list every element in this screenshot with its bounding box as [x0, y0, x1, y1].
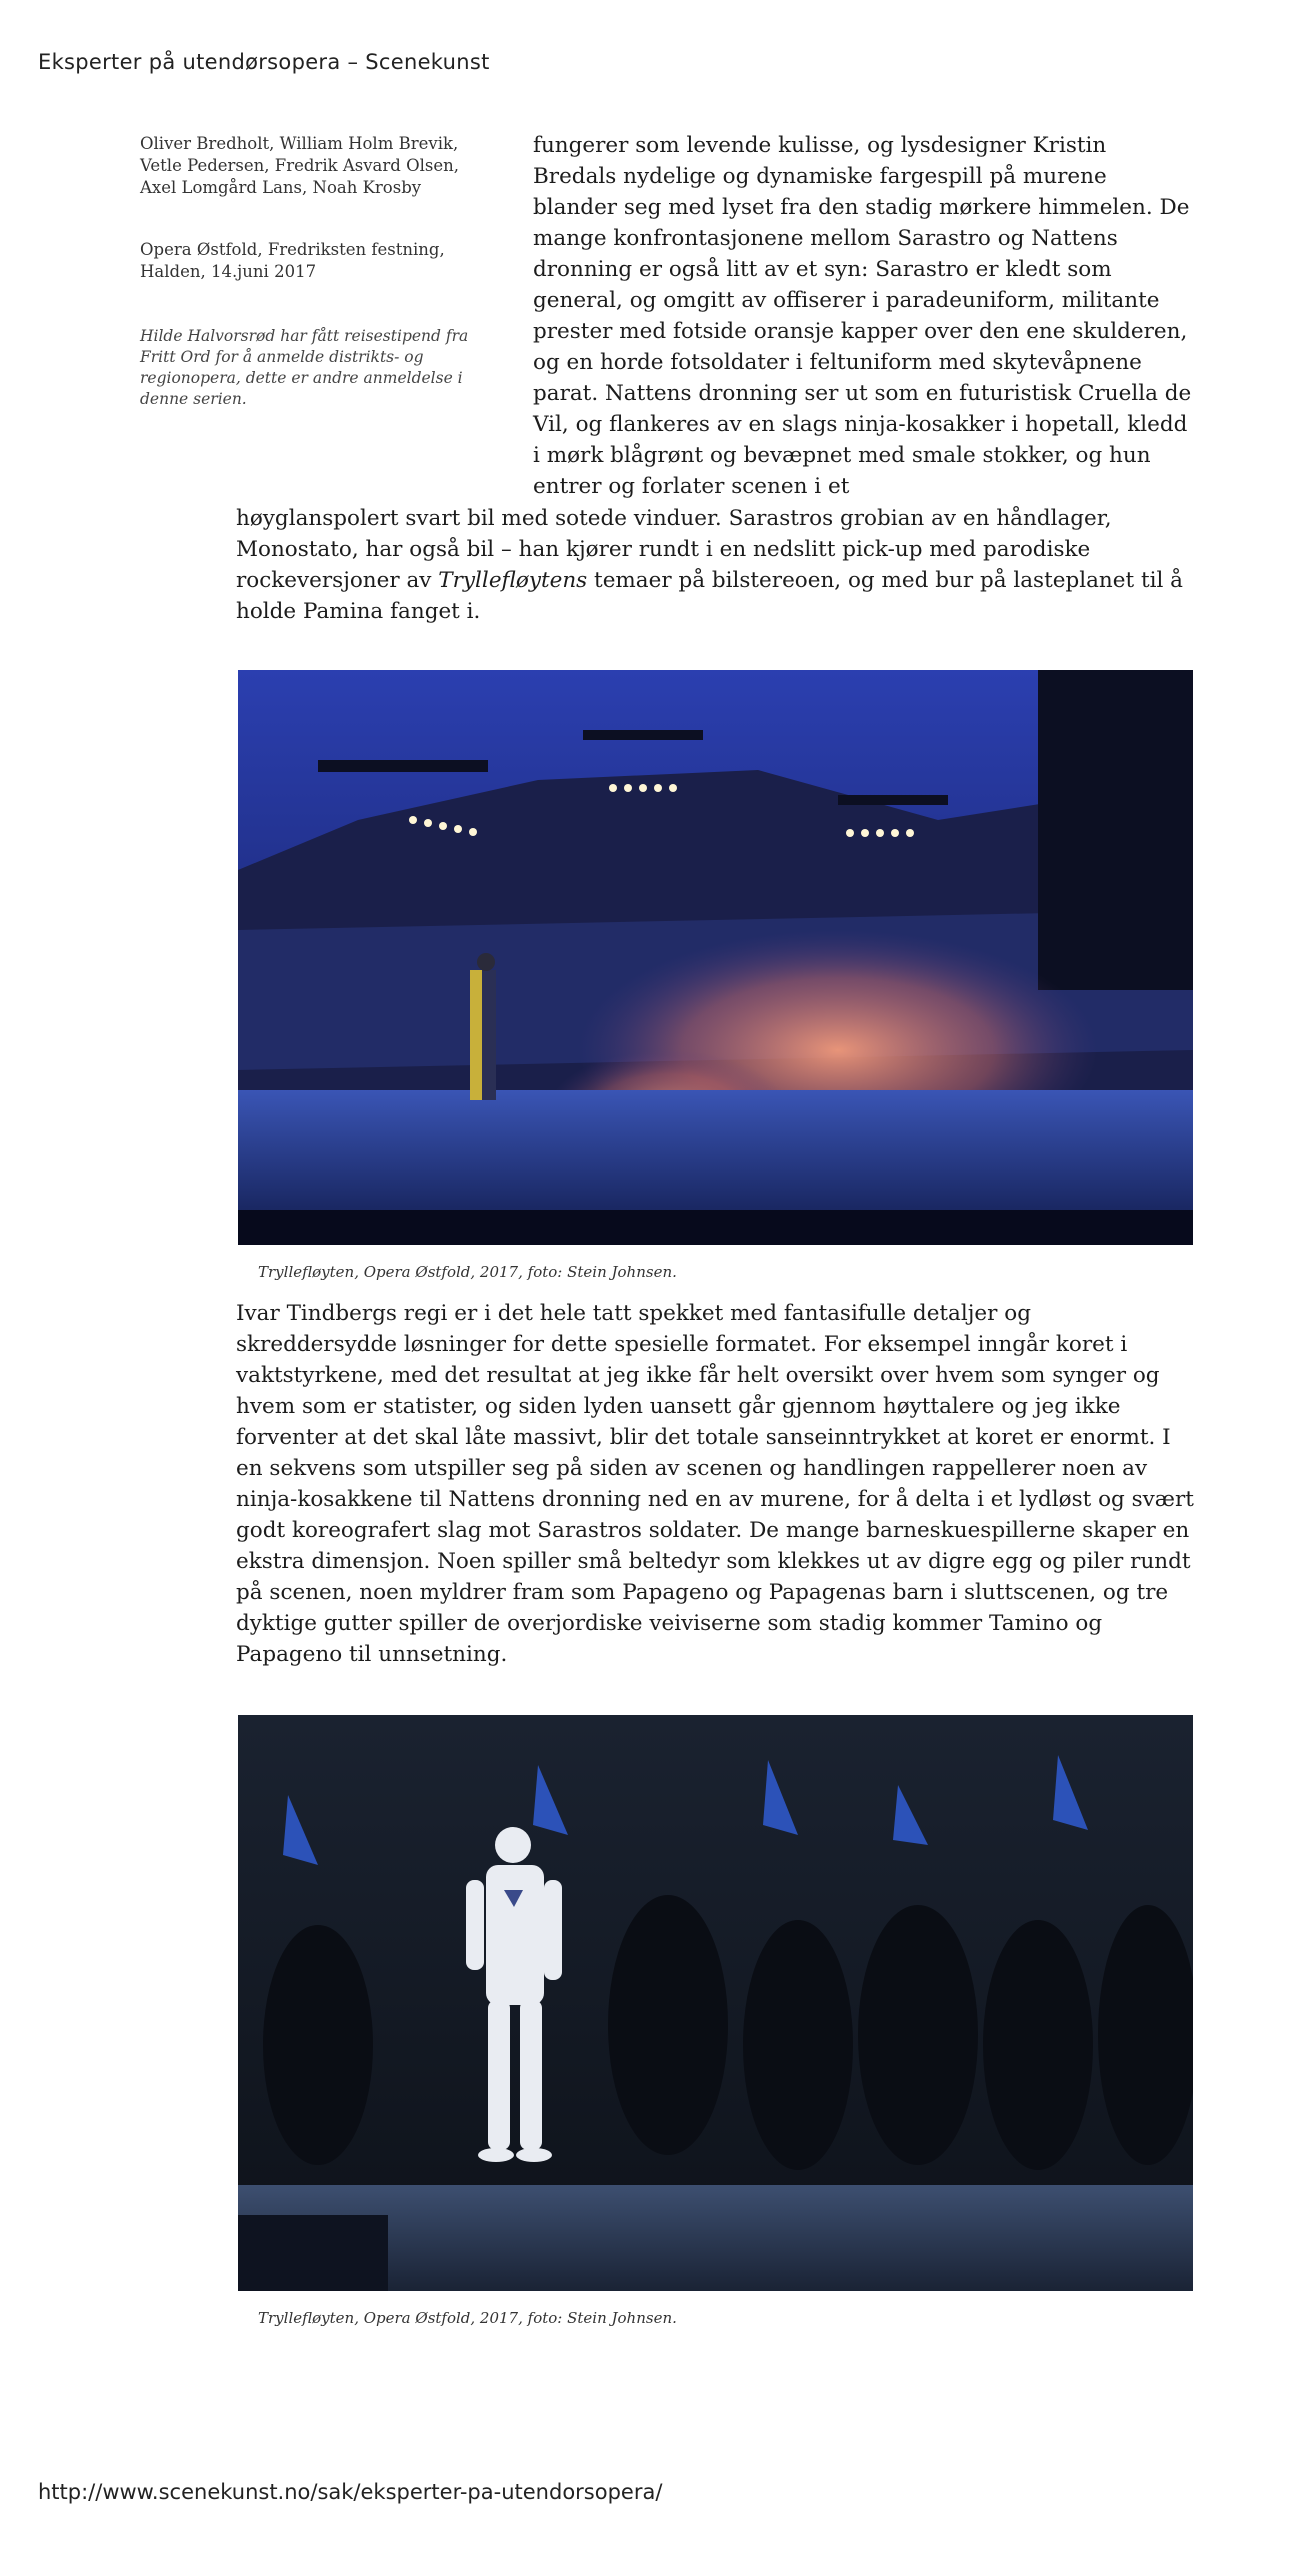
- article-paragraph-1-start: fungerer som levende kulisse, og lysdesigner Kristin Bredals nydelige og dynamiske fargespill på murene blander seg med lyset fra den stadig mørkere himmelen. De mange konfrontasjonene mellom Sarastro og Nattens dronning er også litt av et syn: Sarastro er kledt som general, og omgitt av offiserer i paradeuniform, militante prester med fotside oransje kapper over den ene skulderen, og en horde fotsoldater i feltuniform med skytevåpnene parat. Nattens dronning ser ut som en futuristisk Cruella de Vil, og flankeres av en slags ninja-kosakker i hopetall, kledd i mørk blågrønt og bevæpnet med smale stokker, og hun entrer og forlater scenen i et: [533, 133, 1192, 499]
- italic-title: Tryllefløytens: [438, 568, 588, 593]
- credits-text: Oliver Bredholt, William Holm Brevik, Vetle Pedersen, Fredrik Asvard Olsen, Axel Lomgård Lans, Noah Krosby: [140, 134, 459, 197]
- page-title: Eksperter på utendørsopera – Scenekunst: [38, 50, 490, 74]
- stipend-note: Hilde Halvorsrød har fått reisestipend fra Fritt Ord for å anmelde distrikts- og regionopera, dette er andre anmeldelse i denne serien.: [140, 327, 469, 408]
- photo-caption-2: Tryllefløyten, Opera Østfold, 2017, foto: Stein Johnsen.: [258, 2309, 677, 2327]
- stage-photo-1: [238, 670, 1193, 1245]
- source-url[interactable]: http://www.scenekunst.no/sak/eksperter-pa-utendorsopera/: [38, 2480, 663, 2504]
- venue-text: Opera Østfold, Fredriksten festning, Halden, 14.juni 2017: [140, 240, 445, 281]
- article-paragraph-1-end: [236, 503, 1196, 627]
- stage-scene-illustration-1: [238, 670, 1193, 1245]
- stage-photo-2: [238, 1715, 1193, 2291]
- stage-scene-illustration-2: [238, 1715, 1193, 2291]
- article-paragraph-2: Ivar Tindbergs regi er i det hele tatt spekket med fantasifulle detaljer og skreddersydde løsninger for dette spesielle formatet. For eksempel inngår koret i vaktstyrkene, med det resultat at jeg ikke får helt oversikt over hvem som synger og hvem som er statister, og siden lyden uansett går gjennom høyttalere og jeg ikke forventer at det skal låte massivt, blir det totale sanseinntrykket at koret er enormt. I en sekvens som utspiller seg på siden av scenen og handlingen rappellerer noen av ninja-kosakkene til Nattens dronning ned en av murene, for å delta i et lydløst og svært godt koreografert slag mot Sarastros soldater. De mange barneskuespillerne skaper en ekstra dimensjon. Noen spiller små beltedyr som klekkes ut av digre egg og piler rundt på scenen, noen myldrer fram som Papageno og Papagenas barn i sluttscenen, og tre dyktige gutter spiller de overjordiske veiviserne som stadig kommer Tamino og Papageno til unnsetning.: [236, 1301, 1194, 1667]
- photo-caption-1: Tryllefløyten, Opera Østfold, 2017, foto: Stein Johnsen.: [258, 1263, 677, 1281]
- paragraph-text: høyglanspolert svart bil med sotede vinduer. Sarastros grobian av en håndlager, Monostato, har også bil – han kjører rundt i en nedslitt pick-up med parodiske rockeversjoner av: [236, 506, 1112, 593]
- paragraph-text: temaer på bilstereoen, og med bur på lasteplanet til å holde Pamina fanget i.: [236, 568, 1183, 624]
